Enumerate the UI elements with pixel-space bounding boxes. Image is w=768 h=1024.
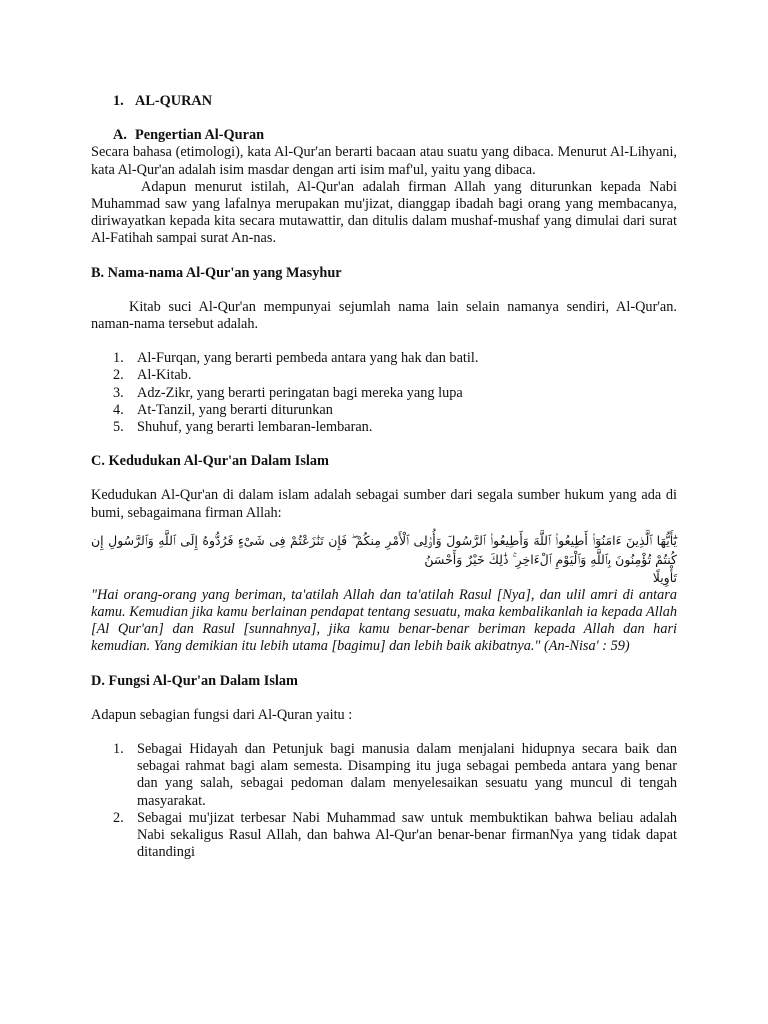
list-item: 2. Sebagai mu'jizat terbesar Nabi Muhammad saw untuk membuktikan bahwa beliau adalah Nabi sekaligus Rasul Allah, dan bahwa Al-Qur'an benar-benar firmanNya yang tidak dapat ditandingi bbox=[113, 809, 677, 861]
subsection-letter: A. bbox=[113, 127, 127, 144]
list-item: 2. Al-Kitab. bbox=[113, 367, 192, 384]
functions-list bbox=[91, 741, 677, 861]
paragraph-nama-intro: Kitab suci Al-Qur'an mempunyai sejumlah nama lain selain namanya sendiri, Al-Qur'an. naman-nama tersebut adalah. bbox=[91, 298, 677, 333]
heading-nama-nama: B. Nama-nama Al-Qur'an yang Masyhur bbox=[91, 264, 342, 281]
arabic-verse-end: تَأْوِيلًا bbox=[652, 569, 677, 585]
list-item: 3. Adz-Zikr, yang berarti peringatan bagi mereka yang lupa bbox=[113, 384, 463, 401]
section-title: AL-QURAN bbox=[135, 93, 213, 109]
heading-kedudukan: C. Kedudukan Al-Qur'an Dalam Islam bbox=[91, 453, 329, 470]
list-item: 1. Al-Furqan, yang berarti pembeda antara yang hak dan batil. bbox=[113, 350, 479, 367]
paragraph-fungsi-intro: Adapun sebagian fungsi dari Al-Quran yaitu : bbox=[91, 706, 353, 723]
subsection-title: Pengertian Al-Quran bbox=[135, 127, 265, 144]
paragraph-istilah: Adapun menurut istilah, Al-Qur'an adalah firman Allah yang diturunkan kepada Nabi Muhammad saw yang lafalnya merupakan mu'jizat, dianggap ibadah bagi orang yang membacanya, diriwayatkan kepada kita secara mutawattir, dan ditulis dalam mushaf-mushaf yang dimulai dari surat Al-Fatihah sampai surat An-nas. bbox=[91, 178, 677, 247]
section-number: 1. bbox=[113, 93, 124, 109]
section-heading-al-quran bbox=[91, 93, 677, 110]
document-content bbox=[91, 93, 677, 862]
paragraph-kedudukan-intro: Kedudukan Al-Qur'an di dalam islam adalah sebagai sumber dari segala sumber hukum yang ada di bumi, sebagaimana firman Allah: bbox=[91, 487, 677, 521]
heading-fungsi: D. Fungsi Al-Qur'an Dalam Islam bbox=[91, 672, 298, 689]
verse-translation: "Hai orang-orang yang beriman, ta'atilah Allah dan ta'atilah Rasul [Nya], dan ulil amri di antara kamu. Kemudian jika kamu berlainan pendapat tentang sesuatu, maka kembalikanlah ia kepada Allah [Al Qur'an] dan Rasul [sunnahnya], jika kamu benar-benar beriman kepada Allah dan hari kemudian. Yang demikian itu lebih utama [bagimu] dan lebih baik akibatnya." (An-Nisa' : 59) bbox=[91, 586, 677, 655]
list-item: 4. At-Tanzil, yang berarti diturunkan bbox=[113, 401, 333, 418]
list-item: 1. Sebagai Hidayah dan Petunjuk bagi manusia dalam menjalani hidupnya secara baik dan sebagai rahmat bagi alam semesta. Disamping itu juga sebagai pembeda antara yang benar dan yang salah, sebagai pedoman dalam menyelesaikan sesuatu yang muncul di tengah masyarakat. bbox=[113, 741, 677, 809]
names-list bbox=[91, 350, 677, 436]
subsection-heading-pengertian bbox=[91, 127, 677, 144]
list-item: 5. Shuhuf, yang berarti lembaran-lembaran. bbox=[113, 419, 373, 436]
arabic-verse: يَٰٓأَيُّهَا ٱلَّذِينَ ءَامَنُوٓا۟ أَطِيعُوا۟ ٱللَّهَ وَأَطِيعُوا۟ ٱلرَّسُولَ وَأُو۟لِى ٱلْأَمْرِ مِنكُمْ ۖ فَإِن تَنَٰزَعْتُمْ فِى شَىْءٍ فَرُدُّوهُ إِلَى ٱللَّهِ وَٱلرَّسُولِ إِن كُنتُمْ تُؤْمِنُونَ بِٱللَّهِ وَٱلْيَوْمِ ٱلْءَاخِرِ ۚ ذَٰلِكَ خَيْرٌ وَأَحْسَنُ bbox=[91, 532, 677, 567]
paragraph-etimologi: Secara bahasa (etimologi), kata Al-Qur'an berarti bacaan atau suatu yang dibaca. Menurut Al-Lihyani, kata Al-Qur'an adalah isim masdar dengan arti isim maf'ul, yaitu yang dibaca. bbox=[91, 144, 677, 178]
